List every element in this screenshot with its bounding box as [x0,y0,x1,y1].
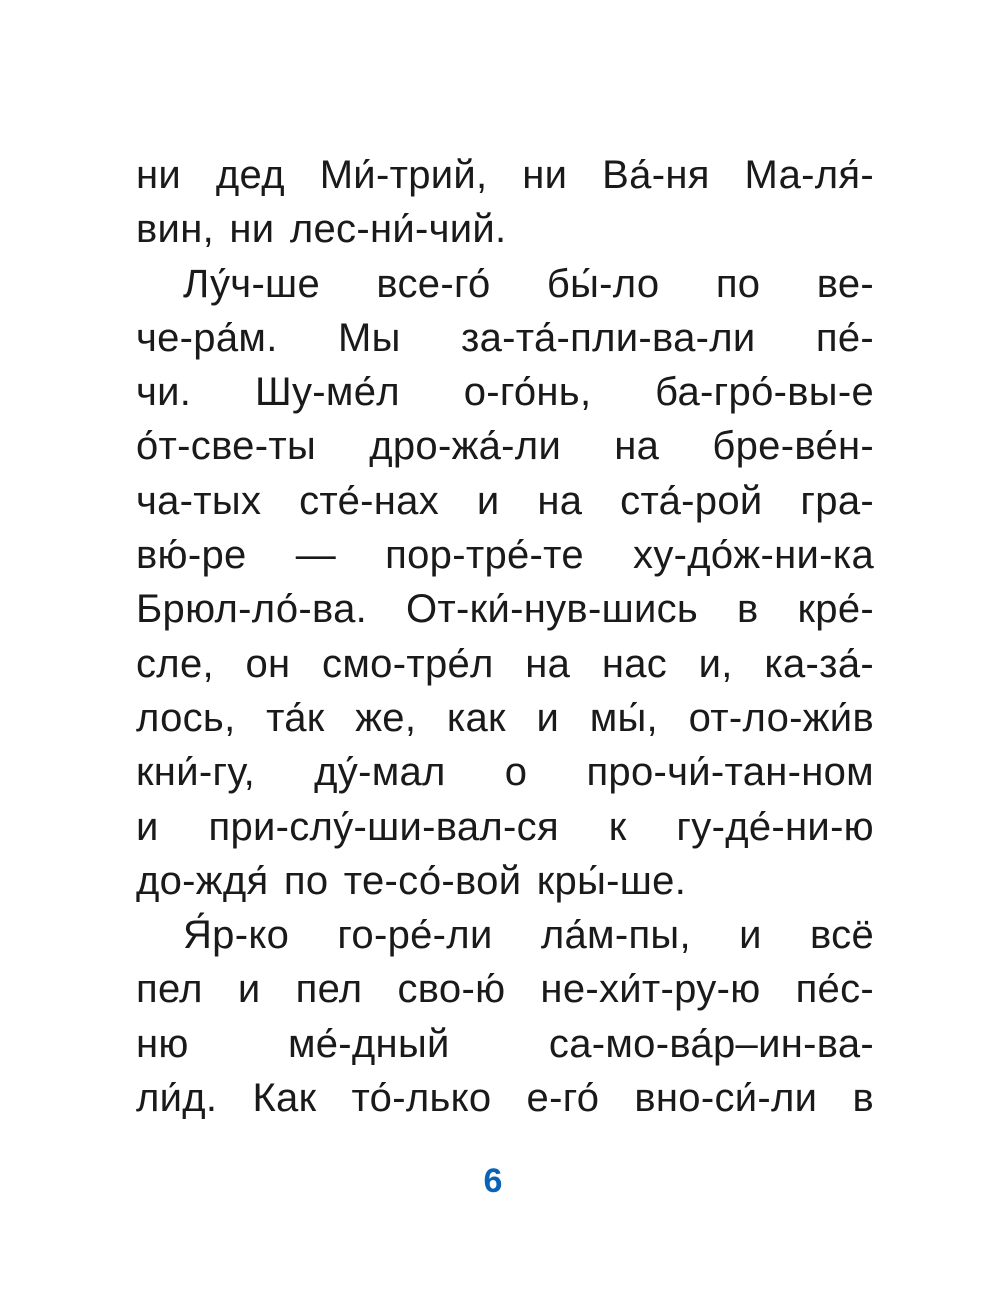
text-line: ни дед Ми́-трий, ни Ва́-ня Ма-ля́- [136,153,874,197]
text-line: кни́-гу, ду́-мал о про-чи́-тан-ном [136,750,874,795]
text-line: Я́р-ко го-ре́-ли ла́м-пы, и всё [183,913,874,958]
text-line: сле, он смо-тре́л на нас и, ка-за́- [136,641,874,686]
text-line: вю́-ре — пор-тре́-те ху-до́ж-ни-ка [136,533,874,578]
page-body [136,148,874,1125]
text-line: о́т-све-ты дро-жа́-ли на бре-ве́н- [136,424,874,469]
text-line: ча-тых сте́-нах и на ста́-рой гра- [136,478,874,523]
paragraph [136,148,874,257]
text-line: ли́д. Как то́-лько е-го́ вно-си́-ли в [136,1076,874,1121]
page-number: 6 [483,1162,503,1200]
text-line: ню ме́-дный са-мо-ва́р–ин-ва- [136,1021,874,1066]
text-line: пел и пел сво-ю́ не-хи́т-ру-ю пе́с- [136,967,874,1012]
text-line: вин, ни лес-ни́-чий. [136,207,507,252]
text-line: че-ра́м. Мы за-та́-пли-ва-ли пе́- [136,315,874,360]
paragraph [136,257,874,909]
paragraph [136,908,874,1125]
text-line: Брюл-ло́-ва. От-ки́-нув-шись в кре́- [136,587,874,632]
text-line: лось, та́к же, как и мы́, от-ло-жи́в [136,695,874,740]
text-line: и при-слу́-ши-вал-ся к гу-де́-ни-ю [136,804,874,849]
text-line: Лу́ч-ше все-го́ бы́-ло по ве- [183,261,874,306]
text-line: до-ждя́ по те-со́-вой кры́-ше. [136,858,687,903]
text-line: чи. Шу-ме́л о-го́нь, ба-гро́-вы-е [136,370,874,415]
